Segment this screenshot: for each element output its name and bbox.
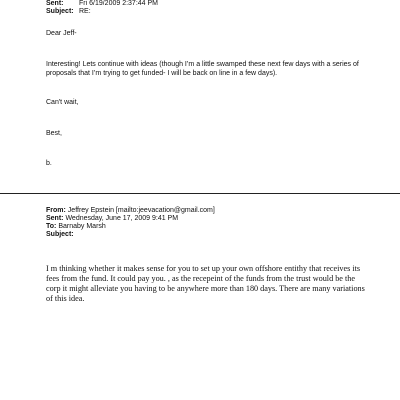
reply-closing: Best, <box>46 130 62 137</box>
original-body-line: I m thinking whether it makes sense for you to set up your own offshore entithy that receives its <box>46 264 361 273</box>
original-sent-value: Wednesday, June 17, 2009 9:41 PM <box>65 215 179 222</box>
reply-subject-label: Subject: <box>46 8 74 15</box>
reply-cant-wait: Can't wait, <box>46 99 79 106</box>
reply-greeting: Dear Jeff- <box>46 30 77 37</box>
original-from-value: Jeffrey Epstein [mailto:jeevacation@gmail.com] <box>67 207 215 214</box>
reply-paragraph-line-2: proposals that I’m trying to get funded- I will be back on line in a few days). <box>46 70 278 77</box>
original-body-line: fees from the fund. It could pay you. , as the recepeint of the funds from the trust would be the <box>46 274 355 283</box>
original-to-value: Barnaby Marsh <box>58 223 106 230</box>
original-from-label: From: <box>46 207 66 214</box>
original-body-line: corp it might alleviate you having to be anywhere more than 180 days. There are many variations <box>46 284 365 293</box>
original-to-row <box>46 223 106 231</box>
reply-signature: b. <box>46 160 52 167</box>
reply-sent-row <box>46 0 158 8</box>
reply-subject-value: RE: <box>79 8 91 15</box>
original-subject-label: Subject: <box>46 231 74 238</box>
original-subject-row <box>46 231 74 239</box>
original-sent-row <box>46 215 178 223</box>
message-divider <box>0 193 400 194</box>
reply-sent-value: Fri 6/19/2009 2:37:44 PM <box>79 0 158 7</box>
original-from-row <box>46 207 215 215</box>
original-to-label: To: <box>46 223 57 230</box>
original-body-line: of this idea. <box>46 294 85 303</box>
reply-paragraph-line-1: Interesting! Lets continue with ideas (though I’m a little swamped these next few days with a series of <box>46 61 359 68</box>
reply-subject-row <box>46 8 91 16</box>
original-sent-label: Sent: <box>46 215 64 222</box>
reply-sent-label: Sent: <box>46 0 64 7</box>
